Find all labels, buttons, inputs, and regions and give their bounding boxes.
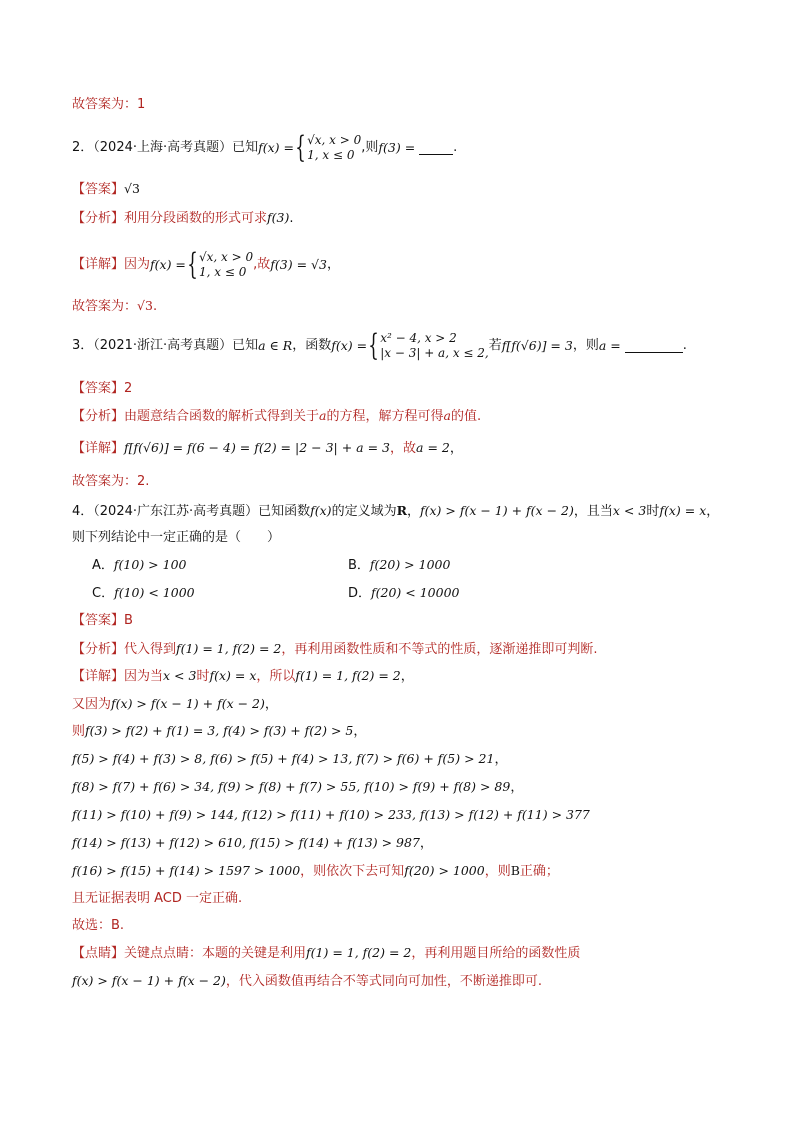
piecewise-case-2: 1, x ≤ 0 (307, 148, 355, 162)
derivation-step-4 (72, 778, 523, 797)
question-2-ask: f(3) = (378, 140, 416, 155)
analysis-math: f(3) (267, 210, 290, 225)
option-c-math: f(10) < 1000 (114, 585, 195, 600)
piecewise-case-1: √x, x > 0 (307, 133, 362, 147)
piecewise-cases (199, 250, 253, 280)
q4-analysis (72, 640, 598, 659)
analysis-text1: 代入得到 (124, 642, 177, 657)
step-math: f(5) > f(4) + f(3) > 8, f(6) > f(5) + f(4) > 13, f(7) > f(6) + f(5) > 21 (72, 751, 495, 766)
step-math-2: f(20) > 1000 (404, 863, 485, 878)
analysis-text: 利用分段函数的形式可求 (124, 211, 268, 226)
detail-text2: 时 (196, 669, 210, 684)
piecewise-cases (307, 133, 361, 163)
question-4-prefix: 4．（2024·广东江苏·高考真题）已知函数 (72, 504, 311, 519)
piecewise-case-2: 1, x ≤ 0 (199, 265, 247, 279)
q3-detail (72, 439, 463, 458)
option-d[interactable] (348, 584, 460, 603)
step-math: f(14) > f(13) + f(12) > 610, f(15) > f(14) + f(13) > 987 (72, 835, 420, 850)
q2-final (72, 297, 157, 316)
question-4-domain: R (396, 503, 407, 518)
detail-end: ， (449, 441, 463, 456)
analysis-var-2: a (443, 408, 451, 423)
step-text-3: 正确； (519, 864, 559, 879)
q3-final: 故答案为：2. (72, 474, 150, 489)
brace-symbol: { (295, 130, 306, 165)
q2-detail (72, 247, 340, 283)
option-b-label: B． (348, 558, 370, 573)
final-end: . (152, 299, 158, 314)
piecewise-function (367, 328, 489, 363)
question-3-fx: f(x) = (331, 338, 368, 353)
answer-blank (625, 340, 683, 353)
piecewise-case-2: |x − 3| + a, x ≤ 2, (380, 346, 489, 360)
question-3-text1: ，函数 (292, 338, 332, 353)
step-math: f(11) > f(10) + f(9) > 144, f(12) > f(11) + f(10) > 233, f(13) > f(12) + f(11) > 377 (72, 807, 590, 822)
q4-detail (72, 667, 414, 686)
detail-end: ， (326, 257, 340, 272)
step-text: 又因为 (72, 697, 112, 712)
step-text-1: ，则依次下去可知 (300, 864, 405, 879)
option-b-math: f(20) > 1000 (369, 557, 451, 572)
detail-text: 因为 (124, 257, 151, 272)
question-3 (72, 328, 687, 364)
option-d-label: D． (348, 586, 372, 601)
question-3-text2: 若 (488, 338, 502, 353)
question-2-prefix: 2．（2024·上海·高考真题）已知 (72, 140, 259, 155)
detail-math-1: x < 3 (163, 668, 197, 683)
detail-math-2: f(x) = x (209, 668, 257, 683)
keypoint-tag: 【点睛】 (72, 946, 125, 961)
analysis-tag: 【分析】 (72, 642, 125, 657)
piecewise-function (186, 247, 254, 282)
piecewise-case-1: x² − 4, x > 2 (380, 331, 457, 345)
answer-tag: 【答案】 (72, 613, 125, 628)
q3-answer (72, 380, 132, 398)
detail-text3: ，所以 (256, 669, 296, 684)
question-4-text2: ， (406, 504, 420, 519)
answer-value: √3 (124, 181, 140, 196)
derivation-step-3 (72, 750, 507, 769)
analysis-tag: 【分析】 (72, 409, 125, 424)
brace-symbol: { (187, 247, 198, 282)
keypoint-text2: ，再利用题目所给的函数性质 (411, 946, 581, 961)
question-4-text4: 时 (646, 504, 660, 519)
q3-analysis (72, 407, 481, 426)
question-2-end: . (453, 140, 458, 155)
answer-tag: 【答案】 (72, 381, 125, 396)
question-3-condition: f[f(√6)] = 3 (501, 338, 573, 353)
piecewise-cases (380, 331, 489, 361)
question-4-line-2: 则下列结论中一定正确的是（ ） (72, 530, 281, 545)
q2-answer (72, 180, 140, 199)
derivation-step-1 (72, 695, 278, 714)
brace-symbol: { (368, 328, 379, 363)
step-text: 则 (72, 724, 86, 739)
option-a-label: A． (92, 558, 114, 573)
option-d-math: f(20) < 10000 (371, 585, 460, 600)
question-2-mid: ,则 (361, 140, 379, 155)
analysis-text3: 的值. (450, 409, 482, 424)
question-2-fx: f(x) = (258, 140, 295, 155)
detail-text1: 因为当 (124, 669, 164, 684)
analysis-text2: ，再利用函数性质和不等式的性质，逐渐递推即可判断. (281, 642, 598, 657)
step-math-3: B (510, 863, 520, 878)
question-3-end: . (682, 338, 687, 353)
q2-analysis (72, 209, 294, 228)
question-4-text1: 的定义域为 (331, 504, 397, 519)
answer-line: 故答案为：1 (72, 97, 146, 112)
derivation-step-2 (72, 722, 366, 741)
question-4-fx: f(x) (310, 503, 332, 518)
detail-result: a = 2 (416, 440, 450, 455)
step-math: f(3) > f(2) + f(1) = 3, f(4) > f(3) + f(2) > 5 (85, 723, 354, 738)
keypoint-math: f(1) = 1, f(2) = 2 (306, 945, 412, 960)
derivation-step-5 (72, 806, 590, 825)
derivation-step-7 (72, 862, 559, 881)
step-math: f(x) > f(x − 1) + f(x − 2) (111, 696, 265, 711)
step-end: ， (494, 752, 508, 767)
analysis-var-1: a (319, 408, 327, 423)
step-end: ， (264, 697, 278, 712)
question-3-text3: ，则 (572, 338, 599, 353)
analysis-tag: 【分析】 (72, 211, 125, 226)
keypoint-text1: 关键点点睛：本题的关键是利用 (124, 946, 307, 961)
question-3-ask: a = (598, 338, 621, 353)
analysis-end: . (289, 211, 294, 226)
answer-value: B (124, 613, 133, 628)
q4-final: 故选：B. (72, 918, 125, 933)
question-4-condition: x < 3 (612, 503, 647, 518)
step-math-1: f(16) > f(15) + f(14) > 1597 > 1000 (72, 863, 301, 878)
answer-tag: 【答案】 (72, 182, 125, 197)
q4-answer (72, 612, 133, 630)
step-end: ， (419, 836, 433, 851)
question-2 (72, 130, 457, 166)
step-end: ， (353, 724, 367, 739)
detail-math-3: f(1) = 1, f(2) = 2 (295, 668, 401, 683)
detail-fx: f(x) = (150, 257, 186, 272)
question-3-prefix: 3．（2021·浙江·高考真题）已知 (72, 338, 259, 353)
final-text: 故答案为： (72, 299, 138, 314)
keypoint-math-2: f(x) > f(x − 1) + f(x − 2) (72, 973, 226, 988)
q4-keypoint (72, 944, 580, 963)
question-4-identity: f(x) = x (659, 503, 707, 518)
derivation-step-8: 且无证据表明 ACD 一定正确. (72, 891, 243, 906)
piecewise-case-1: √x, x > 0 (199, 250, 254, 264)
detail-mid: ,故 (253, 257, 271, 272)
question-3-set: a ∈ R (258, 338, 293, 353)
option-c[interactable] (92, 584, 195, 603)
option-a-math: f(10) > 100 (113, 557, 187, 572)
analysis-text2: 的方程，解方程可得 (326, 409, 444, 424)
question-4-text3: ，且当 (573, 504, 613, 519)
detail-math: f[f(√6)] = f(6 − 4) = f(2) = |2 − 3| + a = 3 (124, 440, 390, 455)
option-a[interactable] (92, 556, 186, 575)
keypoint-text3: ，代入函数值再结合不等式同向可加性，不断递推即可. (225, 974, 543, 989)
piecewise-function (294, 130, 362, 165)
answer-blank (419, 142, 453, 155)
answer-value: 2 (124, 381, 133, 396)
question-4 (72, 502, 719, 521)
step-text-2: ，则 (484, 864, 511, 879)
analysis-text1: 由题意结合函数的解析式得到关于 (124, 409, 320, 424)
step-end: ， (510, 780, 524, 795)
detail-tag: 【详解】 (72, 669, 125, 684)
option-b[interactable] (348, 556, 450, 575)
option-c-label: C． (92, 586, 115, 601)
question-4-end: ， (706, 504, 720, 519)
question-4-inequality: f(x) > f(x − 1) + f(x − 2) (419, 503, 574, 518)
analysis-math: f(1) = 1, f(2) = 2 (176, 641, 282, 656)
detail-end: ， (400, 669, 414, 684)
derivation-step-6 (72, 834, 433, 853)
q4-keypoint-line-2 (72, 972, 542, 991)
detail-text: ，故 (390, 441, 417, 456)
detail-tag: 【详解】 (72, 441, 125, 456)
final-math: √3 (137, 298, 153, 313)
step-math: f(8) > f(7) + f(6) > 34, f(9) > f(8) + f(7) > 55, f(10) > f(9) + f(8) > 89 (72, 779, 511, 794)
detail-math: f(3) = √3 (270, 257, 327, 272)
detail-tag: 【详解】 (72, 257, 125, 272)
